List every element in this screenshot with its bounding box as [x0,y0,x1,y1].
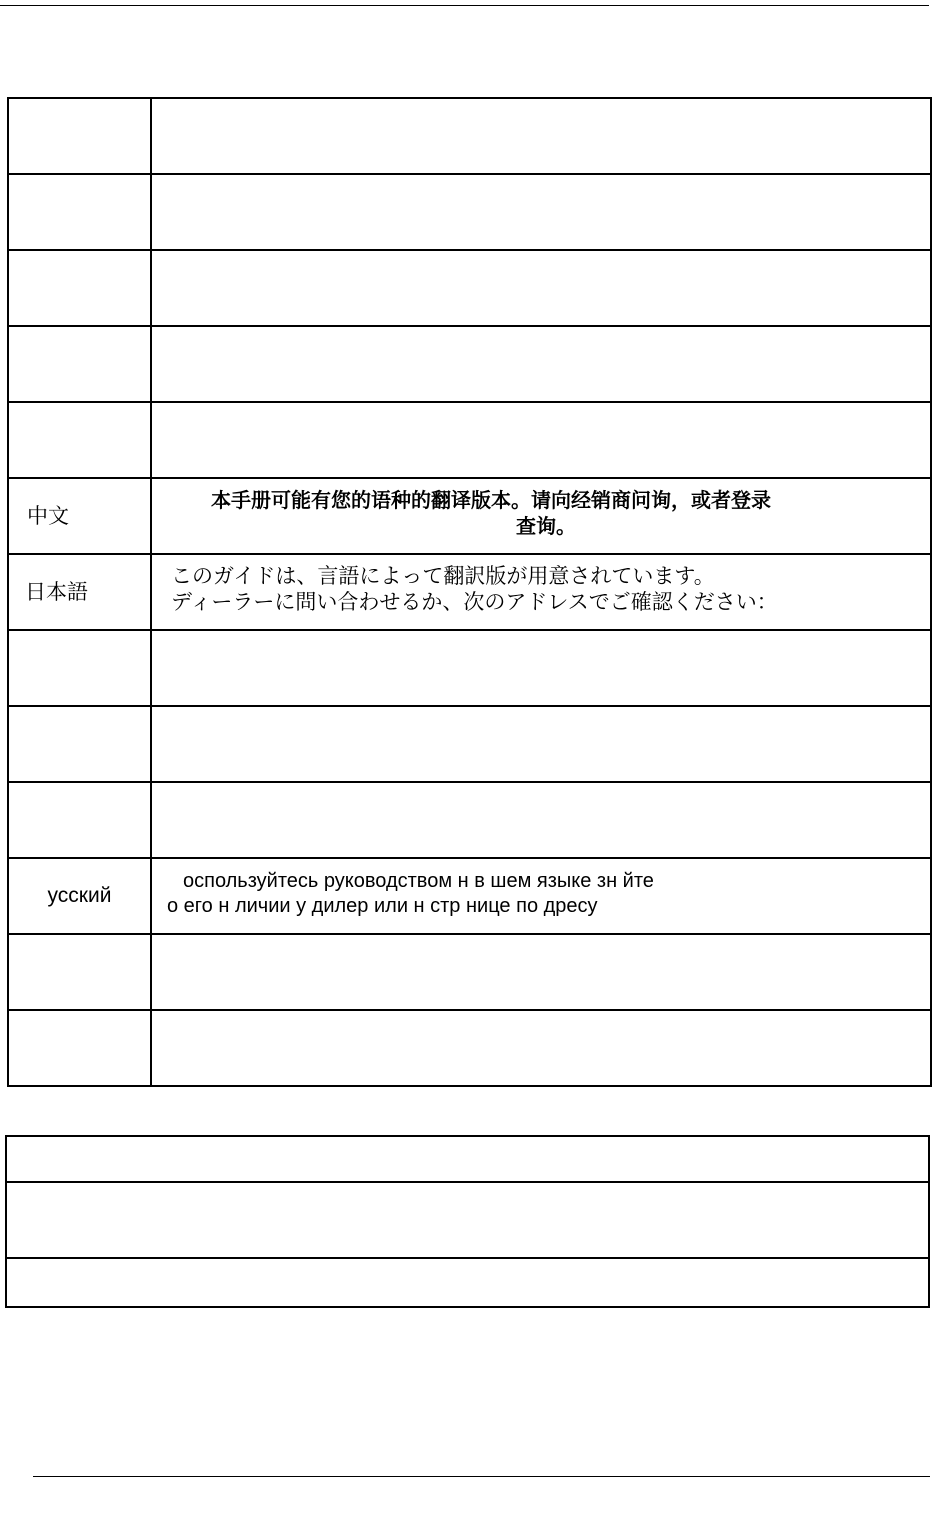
table-row [8,782,931,858]
language-cell [8,630,151,706]
message-cell [151,706,931,782]
header-rule [0,5,929,6]
language-cell [8,250,151,326]
info-box [5,1135,930,1308]
table-row [8,934,931,1010]
info-row [6,1182,929,1258]
language-availability-table [7,97,932,1087]
table-row [8,1010,931,1086]
message-cell [151,402,931,478]
language-cell [8,174,151,250]
language-name-russian: усский [47,884,112,907]
message-cell [151,858,931,934]
info-cell [6,1258,929,1307]
message-cell [151,250,931,326]
table-row [8,98,931,174]
message-cell [151,630,931,706]
message-cell [151,326,931,402]
language-cell [8,554,151,630]
message-cell [151,98,931,174]
table-row [8,326,931,402]
notice-line: 本手册可能有您的语种的翻译版本。请向经销商问询，或者登录 [211,488,771,512]
message-cell [151,782,931,858]
table-row [8,630,931,706]
info-cell [6,1136,929,1182]
table-row-russian [8,858,931,934]
notice-line: ディーラーに問い合わせるか、次のアドレスでご確認ください： [171,590,778,614]
language-cell [8,1010,151,1086]
message-cell [151,174,931,250]
language-cell [8,478,151,554]
notice-line: このガイドは、言語によって翻訳版が用意されています。 [171,564,715,588]
language-cell [8,706,151,782]
info-cell [6,1182,929,1258]
info-row [6,1258,929,1307]
message-cell [151,554,931,630]
info-row [6,1136,929,1182]
table-row [8,706,931,782]
table-row [8,402,931,478]
language-cell [8,858,151,934]
language-cell [8,782,151,858]
language-cell [8,934,151,1010]
language-cell [8,402,151,478]
translation-notice-russian [152,869,930,919]
table-row [8,250,931,326]
message-cell [151,934,931,1010]
language-name-chinese: 中文 [27,504,69,528]
table-row-japanese [8,554,931,630]
language-cell [8,98,151,174]
translation-notice-chinese [152,487,930,539]
language-name-japanese: 日本語 [25,580,88,604]
message-cell [151,478,931,554]
notice-line: 查询。 [516,514,576,538]
translation-notice-japanese [152,563,930,615]
notice-line: о его н личии у дилер или н стр нице по дресу [167,895,598,917]
table-row-chinese [8,478,931,554]
language-cell [8,326,151,402]
notice-line: оспользуйтесь руководством н в шем языке зн йте [183,870,654,892]
message-cell [151,1010,931,1086]
table-row [8,174,931,250]
footer-rule [33,1476,930,1477]
